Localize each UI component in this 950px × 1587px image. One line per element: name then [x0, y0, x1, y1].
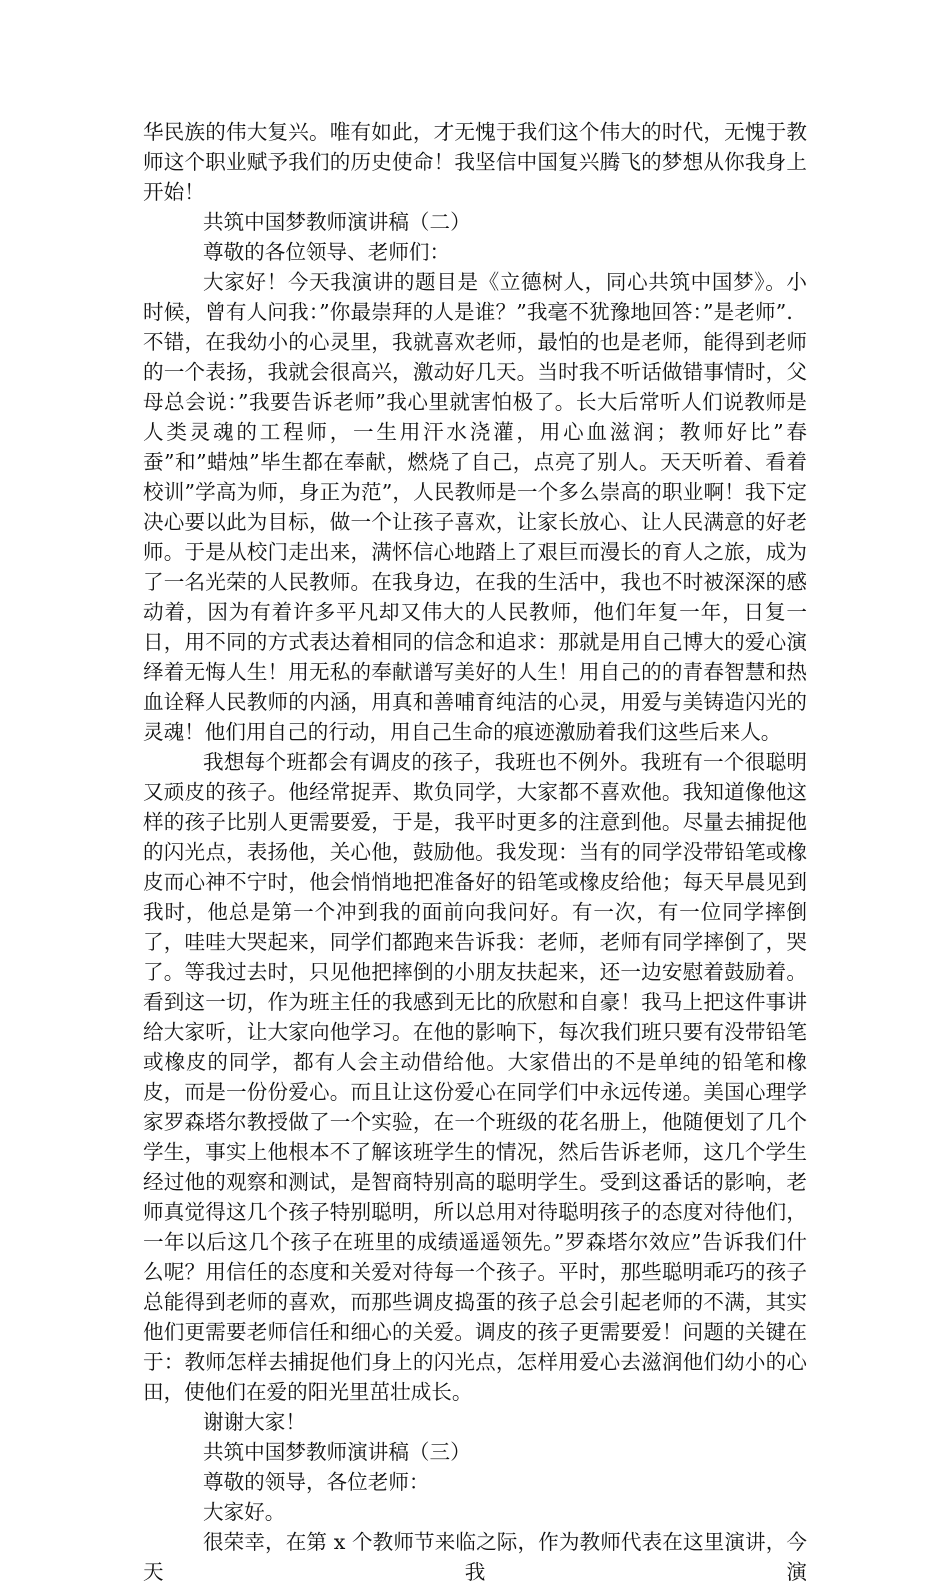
paragraph-naughty-child: 我想每个班都会有调皮的孩子，我班也不例外。我班有一个很聪明又顽皮的孩子。他经常捉弄、欺负同学，大家都不喜欢他。我知道像他这样的孩子比别人更需要爱，于是，我平时更多的注意到他。尽量去捕捉他的闪光点，表扬他，关心他，鼓励他。我发现：当有的同学没带铅笔或橡皮而心神不宁时，他会悄悄地把准备好的铅笔或橡皮给他；每天早晨见到我时，他总是第一个冲到我的面前向我问好。有一次，有一位同学摔倒了，哇哇大哭起来，同学们都跑来告诉我：老师，老师有同学摔倒了，哭了。等我过去时，只见他把摔倒的小朋友扶起来，还一边安慰着鼓励着。看到这一切，作为班主任的我感到无比的欣慰和自豪！我马上把这件事讲给大家听，让大家向他学习。在他的影响下，每次我们班只要有没带铅笔或橡皮的同学，都有人会主动借给他。大家借出的不是单纯的铅笔和橡皮，而是一份份爱心。而且让这份爱心在同学们中永远传递。美国心理学家罗森塔尔教授做了一个实验，在一个班级的花名册上，他随便划了几个学生，事实上他根本不了解该班学生的情况，然后告诉老师，这几个学生经过他的观察和测试，是智商特别高的聪明学生。受到这番话的影响，老师真觉得这几个孩子特别聪明，所以总用对待聪明孩子的态度对待他们，一年以后这几个孩子在班里的成绩遥遥领先。”罗森塔尔效应”告诉我们什么呢？用信任的态度和关爱对待每一个孩子。平时，那些聪明乖巧的孩子总能得到老师的喜欢，而那些调皮捣蛋的孩子总会引起老师的不满，其实他们更需要老师信任和细心的关爱。调皮的孩子更需要爱！问题的关键在于：教师怎样去捕捉他们身上的闪光点，怎样用爱心去滋润他们幼小的心田，使他们在爱的阳光里茁壮成长。: [143, 750, 807, 1404]
salutation-2: 尊敬的各位领导、老师们：: [203, 240, 451, 264]
paragraph-greeting-body: 大家好！今天我演讲的题目是《立德树人，同心共筑中国梦》。小时候，曾有人问我：”你最崇拜的人是谁？”我毫不犹豫地回答：”是老师”．不错，在我幼小的心灵里，我就喜欢老师，最怕的也是老师，能得到老师的一个表扬，我就会很高兴，激动好几天。当时我不听话做错事情时，父母总会说：”我要告诉老师”我心里就害怕极了。长大后常听人们说教师是人类灵魂的工程师，一生用汗水浇灌，用心血滋润；教师好比”春蚕”和”蜡烛”毕生都在奉献，燃烧了自己，点亮了别人。天天听着、看着校训”学高为师，身正为范”，人民教师是一个多么崇高的职业啊！我下定决心要以此为目标，做一个让孩子喜欢，让家长放心、让人民满意的好老师。于是从校门走出来，满怀信心地踏上了艰巨而漫长的育人之旅，成为了一名光荣的人民教师。在我身边，在我的生活中，我也不时被深深的感动着，因为有着许多平凡却又伟大的人民教师，他们年复一年，日复一日，用不同的方式表达着相同的信念和追求：那就是用自己博大的爱心演绎着无悔人生！用无私的奉献谱写美好的人生！用自己的的青春智慧和热血诠释人民教师的内涵，用真和善哺育纯洁的心灵，用爱与美铸造闪光的灵魂！他们用自己的行动，用自己生命的痕迹激励着我们这些后来人。: [143, 270, 807, 744]
greeting-3: 大家好。: [203, 1500, 286, 1524]
paragraph-opening-3: 很荣幸，在第 x 个教师节来临之际，作为教师代表在这里演讲，今天我演: [143, 1530, 807, 1584]
speech-title-3: 共筑中国梦教师演讲稿（三）: [203, 1440, 471, 1464]
speech-title-2: 共筑中国梦教师演讲稿（二）: [203, 210, 471, 234]
document-page: [143, 117, 807, 1587]
paragraph-intro-continuation: 华民族的伟大复兴。唯有如此，才无愧于我们这个伟大的时代，无愧于教师这个职业赋予我们的历史使命！我坚信中国复兴腾飞的梦想从你我身上开始！: [143, 120, 807, 204]
closing-thanks: 谢谢大家！: [203, 1410, 306, 1434]
salutation-3: 尊敬的领导，各位老师：: [203, 1470, 430, 1494]
